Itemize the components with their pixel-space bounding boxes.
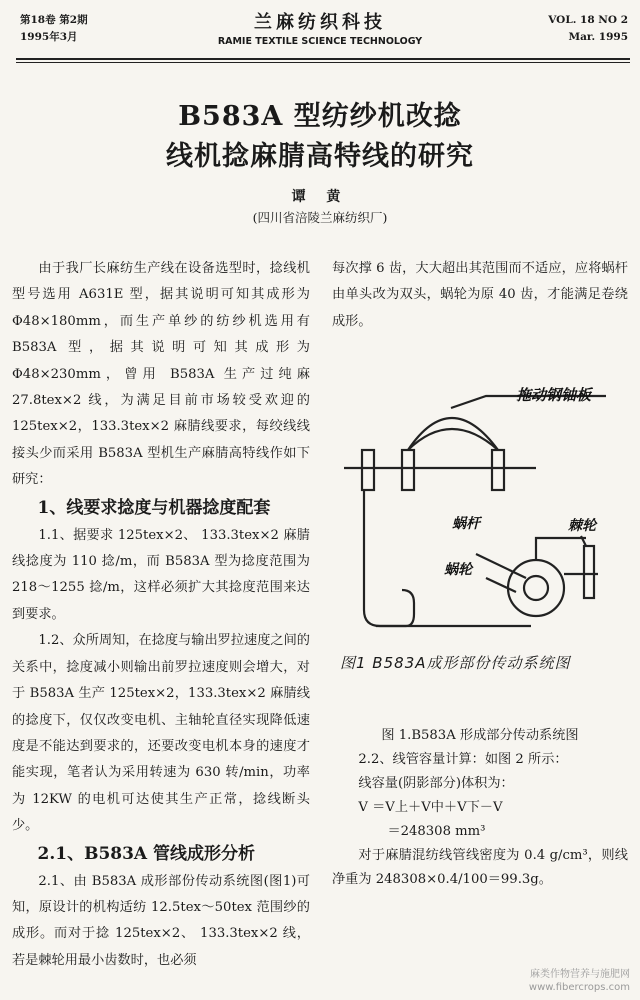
affiliation: (四川省涪陵兰麻纺织厂) [252,210,388,225]
figure-caption: 图 1.B583A 形成部分传动系统图 [381,728,579,743]
worm-gear-leader [486,578,516,592]
watermark-line1: 麻类作物营养与施肥网 [530,969,630,980]
label-worm: 蜗杆 [452,516,480,532]
formula-result: ＝248308 mm³ [387,824,486,839]
section2-heading: 2.1、B583A 管线成形分析 [37,843,256,864]
section1-heading: 1、线要求捻度与机器捻度配套 [37,497,271,518]
right-column-bottom [332,724,628,892]
continuation-paragraph: 每次撑 6 齿，大大超出其范围而不适应，应将蜗杆由单头改为双头，蜗轮为原 40 齿，才能满足卷绕成形。 [332,261,628,329]
journal-title-en: RAMIE TEXTILE SCIENCE TECHNOLOGY [217,36,423,47]
journal-header [0,8,640,47]
left-column [12,256,310,974]
worm-shaft [536,538,586,560]
author: 谭 黄 [291,189,349,205]
formula: V ＝V上＋V中＋V下－V [358,800,503,815]
paragraph-2-1: 2.1、由 B583A 成形部份传动系统图(图1)可知，原设计的机构适纺 12.5tex～50tex 范围纱的成形。而对于捻 125tex×2、 133.3tex×2 线，若是棘轮用最小齿数时，也必须 [12,873,310,968]
transmission-diagram [336,378,628,648]
chain-loop-left [364,490,414,626]
spindle-block-1 [362,450,374,490]
watermark [529,968,630,994]
figure-1 [336,378,628,696]
right-column-top [332,256,628,335]
paragraph-1-2: 1.2、众所周知，在捻度与输出罗拉速度之间的关系中，捻度减小则输出前罗拉速度则会增大，对于 B583A 生产 125tex×2，133.3tex×2 麻腈线的捻度下，仅仅改变电机、主轴轮直径实现降低速度是不能达到要求的，还要改变电机本身的速度才能实现，笔者认为采用转速为 630 转/min，功率为 12KW 的电机可达使其生产正常，捻线断头少。 [12,633,310,834]
article-title-line1: B583A 型纺纱机改捻 [178,101,462,132]
publication-date: 1995年3月 [20,31,78,43]
arch-1 [408,418,498,450]
ratchet-block [584,546,594,598]
paragraph-1-1: 1.1、据要求 125tex×2、 133.3tex×2 麻腈线捻度为 110 捻/m，而 B583A 型为捻度范围为 218～1255 捻/m，这样必须扩大其捻度范围来达到要求。 [12,527,310,622]
label-ratchet: 棘轮 [568,518,596,534]
watermark-line2: www.fibercrops.com [528,982,630,993]
spindle-block-3 [492,450,504,490]
volume-issue: 第18卷 第2期 [20,14,88,26]
volume-en: VOL. 18 NO 2 [548,14,628,26]
label-worm-gear: 蜗轮 [444,562,472,578]
label-top: 拖动钢铀板 [516,386,592,404]
density-paragraph: 对于麻腈混纺线管线密度为 0.4 g/cm³，则线净重为 248308×0.4/100＝99.3g。 [332,848,628,887]
article-title-line2: 线机捻麻腈高特线的研究 [166,141,474,172]
header-rule-thin [16,62,630,63]
intro-paragraph: 由于我厂长麻纺生产线在设备选型时，捻线机型号选用 A631E 型，据其说明可知其成形为 Φ48×180mm，而生产单纱的纺纱机选用有 B583A 型，据其说明可知其成形为 Φ48×230mm，曾用 B583A 生产过纯麻 27.8tex×2 线，为满足目前市场较受欢迎的 125tex×2，133.3tex×2 麻腈线要求，每绞线线接头少而采用 B583A 型机生产麻腈高特线作如下研究： [12,261,310,488]
header-rule [16,58,630,60]
date-en: Mar. 1995 [568,31,628,43]
worm-gear-hub [524,576,548,600]
journal-title-cn: 兰麻纺织科技 [254,12,386,33]
header-right [548,12,628,46]
paragraph-2-2: 2.2、线管容量计算：如图 2 所示： [358,752,568,767]
spindle-block-2 [402,450,414,490]
capacity-label: 线容量(阴影部分)体积为： [358,776,514,791]
worm-gear-circle [508,560,564,616]
figure-handwritten-caption: 图1 B583A成形部份传动系统图 [340,654,571,672]
